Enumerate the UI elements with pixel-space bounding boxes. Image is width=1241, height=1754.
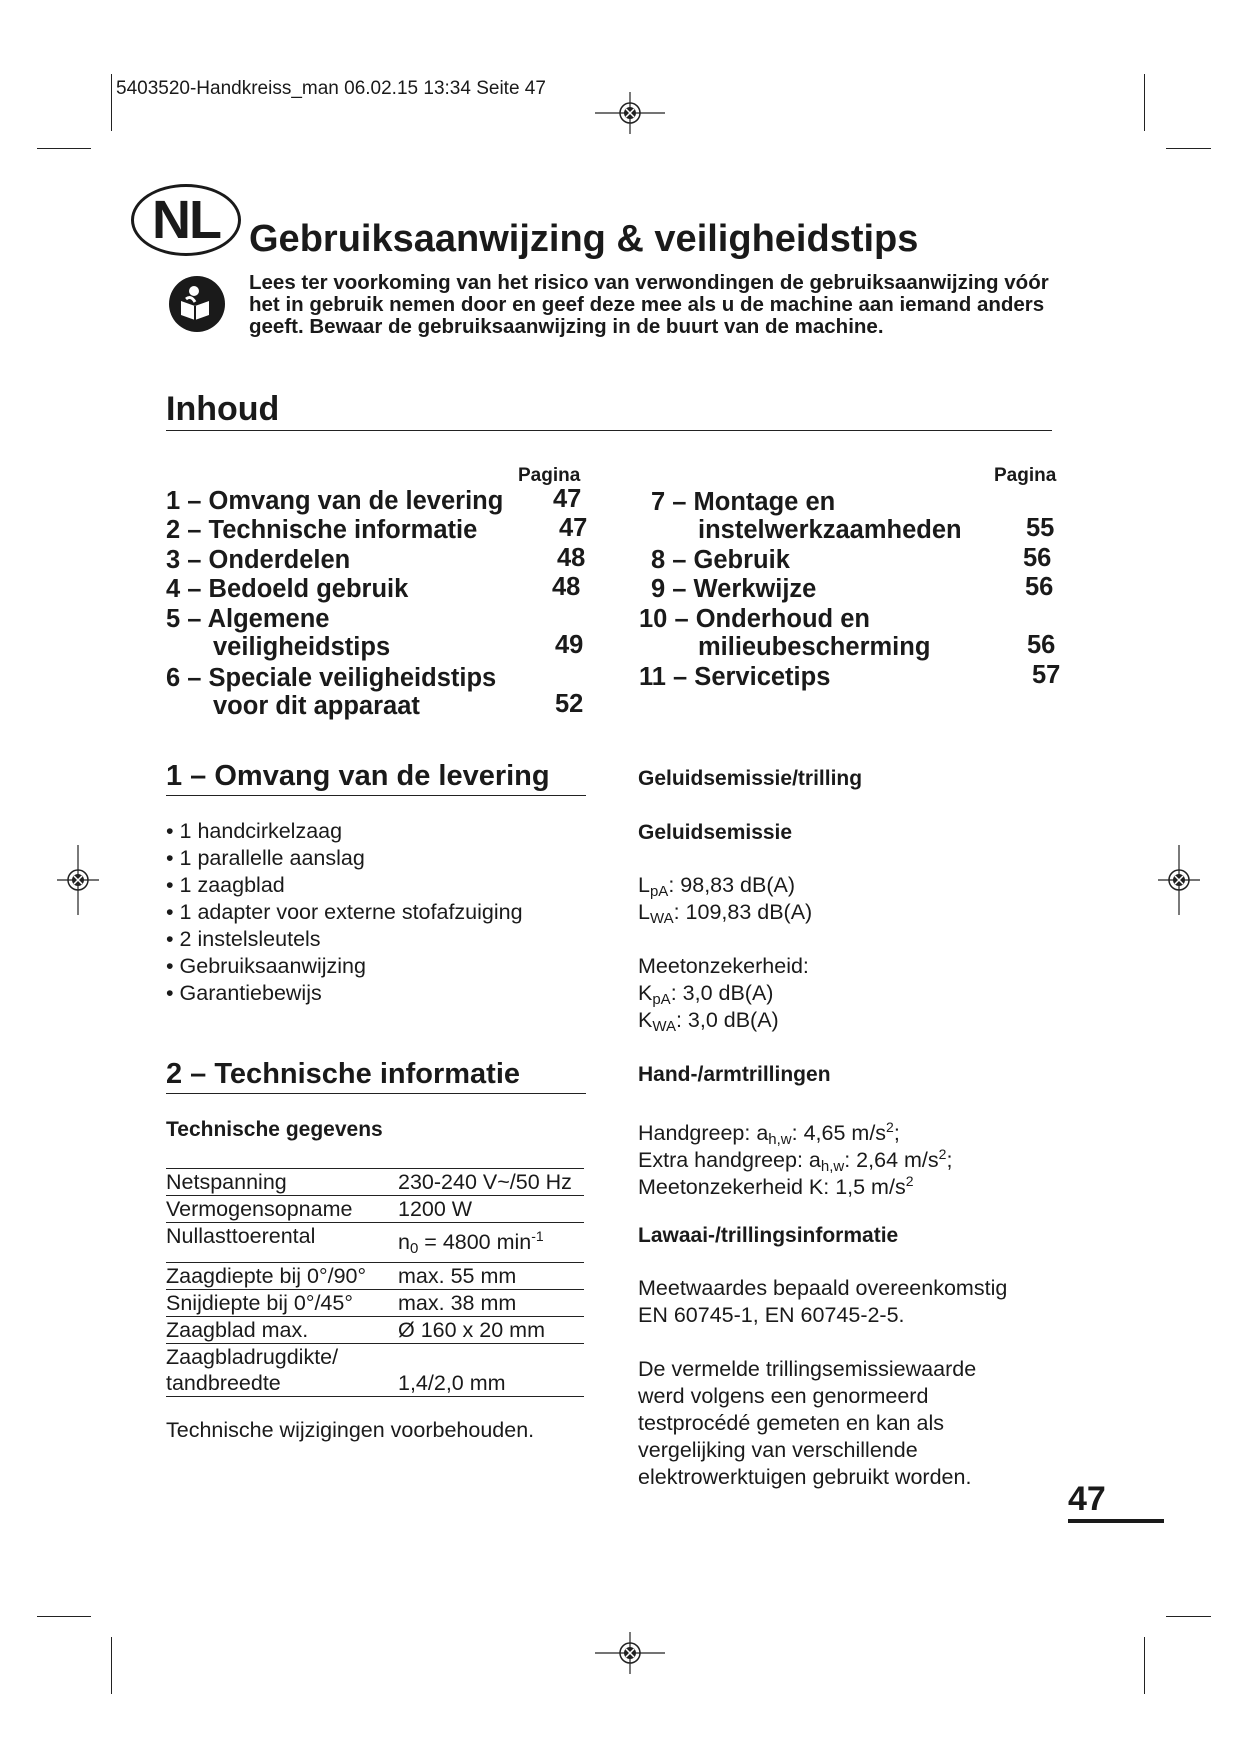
table-row [166,1223,584,1263]
uncertainty-label: Meetonzekerheid: [638,954,809,978]
toc-page-label: Pagina [518,465,581,486]
toc-entry: 5 – Algemene [166,605,330,633]
toc-entry-page: 56 [1027,631,1056,659]
paragraph-line: werd volgens een genormeerd [638,1384,929,1408]
lpa-value: $L_{pA}$: 98,83 dB(A) [638,873,796,900]
toc-entry-page: 57 [1032,661,1061,689]
spec-value: 1200 W [398,1197,473,1221]
toc-entry-page: 47 [559,514,588,542]
language-badge: NL [131,184,241,256]
vibration-uncertainty: Meetonzekerheid K: 1,5 $m/s^2$ [638,1173,914,1200]
toc-entry-page: 47 [553,485,582,513]
toc-entry: 8 – Gebruik [651,546,790,574]
noise-vibration-heading: Geluidsemissie/trilling [638,767,863,790]
subsection-title: Technische gegevens [166,1118,383,1141]
crop-mark [1166,1616,1211,1617]
toc-entry-page: 52 [555,690,584,718]
toc-entry: 6 – Speciale veiligheidstips [166,664,497,692]
toc-entry-page: 56 [1023,544,1052,572]
delivery-list [166,818,523,1007]
spec-label: Snijdiepte bij 0°/45° [166,1291,353,1316]
paragraph-line: Meetwaardes bepaald overeenkomstig [638,1276,1008,1300]
registration-mark-icon [57,845,99,915]
table-row [166,1344,584,1397]
toc-entry-continued: voor dit apparaat [213,692,420,720]
paragraph-line: vergelijking van verschillende [638,1438,918,1462]
list-item: • Garantiebewijs [166,980,523,1007]
spec-label: Zaagdiepte bij 0°/90° [166,1264,367,1289]
list-item: • 1 adapter voor externe stofafzuiging [166,899,523,926]
kpa-value: $K_{pA}$: 3,0 dB(A) [638,981,774,1008]
toc-heading: Inhoud [166,390,280,428]
crop-mark [111,74,112,131]
crop-mark [1166,148,1211,149]
spec-label: Zaagbladrugdikte/ tandbreedte [166,1345,339,1396]
list-item: • 2 instelsleutels [166,926,523,953]
page-number: 47 [1068,1480,1106,1518]
toc-entry-continued: veiligheidstips [213,633,391,661]
table-row [166,1196,584,1223]
list-item: • 1 zaagblad [166,872,523,899]
toc-heading-rule [166,430,1052,431]
hand-arm-heading: Hand-/armtrillingen [638,1063,831,1086]
toc-entry: 9 – Werkwijze [651,575,817,603]
extra-grip-vibration: Extra handgreep: $a_{h,w}$: 2,64 $m/s^2$; [638,1146,953,1176]
tech-note: Technische wijzigingen voorbehouden. [166,1418,535,1442]
toc-entry: 1 – Omvang van de levering [166,487,504,515]
intro-warning: Lees ter voorkoming van het risico van verwondingen de gebruiksaanwijzing vóór het in gebruik nemen door en geef deze mee als u de machine aan iemand anders geeft. Bewaar de gebruiksaanwijzing in de buurt van de machine. [249,271,1049,338]
spec-table [166,1168,584,1397]
list-item: • 1 parallelle aanslag [166,845,523,872]
toc-entry-page: 48 [557,544,586,572]
paragraph-line: EN 60745-1, EN 60745-2-5. [638,1303,905,1327]
noise-info-heading: Lawaai-/trillingsinformatie [638,1224,899,1247]
section-title: 2 – Technische informatie [166,1058,521,1090]
crop-mark [1144,74,1145,131]
section-title: 1 – Omvang van de levering [166,760,550,792]
spec-label: Nullasttoerental [166,1224,316,1248]
section-rule [166,795,586,796]
spec-label: Zaagblad max. [166,1318,309,1343]
toc-entry-continued: instelwerkzaamheden [698,516,962,544]
page-title: Gebruiksaanwijzing & veiligheidstips [249,218,919,260]
kwa-value: $K_{WA}$: 3,0 dB(A) [638,1008,779,1035]
registration-mark-icon [1158,845,1200,915]
read-manual-icon [168,275,226,333]
table-row [166,1169,584,1196]
lwa-value: $L_{WA}$: 109,83 dB(A) [638,900,813,927]
spec-value: $n_0 = 4800$ $\min^{-1}$ [398,1228,544,1258]
paragraph-line: De vermelde trillingsemissiewaarde [638,1357,977,1381]
toc-entry-page: 49 [555,631,584,659]
toc-entry-continued: milieubescherming [698,633,931,661]
crop-mark [37,148,91,149]
toc-entry: 10 – Onderhoud en [639,605,870,633]
list-item: • 1 handcirkelzaag [166,818,523,845]
spec-value: 1,4/2,0 mm [398,1371,506,1396]
spec-value: max. 55 mm [398,1264,517,1289]
table-row [166,1317,584,1344]
toc-entry-page: 56 [1025,573,1054,601]
spec-value: max. 38 mm [398,1291,517,1316]
toc-page-label: Pagina [994,465,1057,486]
toc-entry: 4 – Bedoeld gebruik [166,575,409,603]
grip-vibration: Handgreep: $a_{h,w}$: 4,65 $m/s^2$; [638,1119,900,1149]
paragraph-line: testprocédé gemeten en kan als [638,1411,944,1435]
spec-value: Ø 160 x 20 mm [398,1318,545,1343]
page-number-rule [1068,1519,1164,1523]
table-row [166,1263,584,1290]
table-row [166,1290,584,1317]
toc-entry: 11 – Servicetips [639,663,831,691]
registration-mark-icon [595,1632,665,1674]
paragraph-line: elektrowerktuigen gebruikt worden. [638,1465,972,1489]
list-item: • Gebruiksaanwijzing [166,953,523,980]
noise-heading: Geluidsemissie [638,821,793,844]
spec-value: 230-240 V~/50 Hz [398,1170,572,1194]
toc-entry-page: 55 [1026,514,1055,542]
spec-label: Netspanning [166,1170,287,1194]
section-rule [166,1093,586,1094]
toc-entry: 2 – Technische informatie [166,516,478,544]
crop-mark [1144,1637,1145,1694]
crop-mark [37,1616,91,1617]
crop-mark [111,1637,112,1694]
toc-entry: 7 – Montage en [651,488,836,516]
spec-label: Vermogensopname [166,1197,353,1221]
toc-entry: 3 – Onderdelen [166,546,351,574]
print-slug: 5403520-Handkreiss_man 06.02.15 13:34 Seite 47 [116,78,546,99]
toc-entry-page: 48 [552,573,581,601]
registration-mark-icon [595,92,665,134]
